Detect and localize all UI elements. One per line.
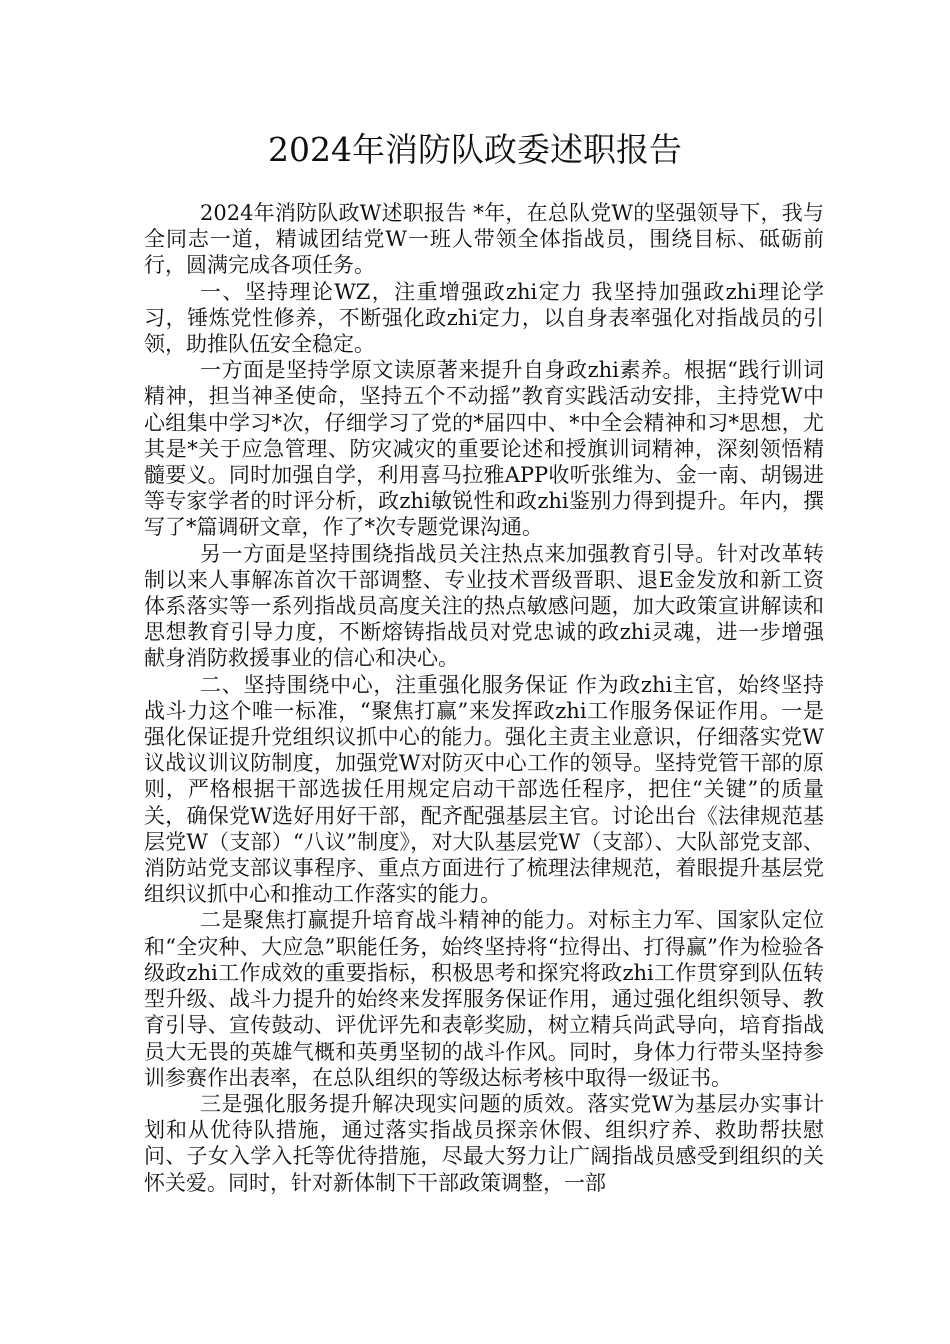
paragraph: 三是强化服务提升解决现实问题的质效。落实党W为基层办实事计划和从优待队措施，通过落实指战员探亲休假、组织疗养、救助帮扶慰问、子女入学入托等优待措施，尽最大努力让广阔指战员感受到组织的关怀关爱。同时，针对新体制下干部政策调整，一部 <box>144 1091 824 1195</box>
paragraph: 二是聚焦打赢提升培育战斗精神的能力。对标主力军、国家队定位和“全灾种、大应急”职能任务，始终坚持将“拉得出、打得赢”作为检验各级政zhi工作成效的重要指标，积极思考和探究将政zhi工作贯穿到队伍转型升级、战斗力提升的始终来发挥服务保证作用，通过强化组织领导、教育引导、宣传鼓动、评优评先和表彰奖励，树立精兵尚武导向，培育指战员大无畏的英雄气概和英勇坚韧的战斗作风。同时，身体力行带头坚持参训参赛作出表率，在总队组织的等级达标考核中取得一级证书。 <box>144 908 824 1090</box>
paragraph: 二、坚持围绕中心，注重强化服务保证 作为政zhi主官，始终坚持战斗力这个唯一标准，“聚焦打赢”来发挥政zhi工作服务保证作用。一是强化保证提升党组织议抓中心的能力。强化主责主业意识，仔细落实党W议战议训议防制度，加强党W对防灭中心工作的领导。坚持党管干部的原则，严格根据干部选拔任用规定启动干部选任程序，把住“关键”的质量关，确保党W选好用好干部，配齐配强基层主官。讨论出台《法律规范基层党W（支部）“八议”制度》，对大队基层党W（支部）、大队部党支部、消防站党支部议事程序、重点方面进行了梳理法律规范，着眼提升基层党组织议抓中心和推动工作落实的能力。 <box>144 672 824 907</box>
paragraph: 2024年消防队政W述职报告 *年，在总队党W的坚强领导下，我与全同志一道，精诚团结党W一班人带领全体指战员，围绕目标、砥砺前行，圆满完成各项任务。 <box>144 201 824 278</box>
paragraph: 一、坚持理论WZ，注重增强政zhi定力 我坚持加强政zhi理论学习，锤炼党性修养，不断强化政zhi定力，以自身表率强化对指战员的引领，助推队伍安全稳定。 <box>144 279 824 357</box>
document-title: 2024年消防队政委述职报告 <box>268 130 682 169</box>
document-body <box>144 200 824 1196</box>
paragraph: 一方面是坚持学原文读原著来提升自身政zhi素养。根据“践行训词精神，担当神圣使命，坚持五个不动摇”教育实践活动安排，主持党W中心组集中学习*次，仔细学习了党的*届四中、*中全会精神和习*思想，尤其是*关于应急管理、防灾减灾的重要论述和授旗训词精神，深刻领悟精髓要义。同时加强自学，利用喜马拉雅APP收听张维为、金一南、胡锡进等专家学者的时评分析，政zhi敏锐性和政zhi鉴别力得到提升。年内，撰写了*篇调研文章，作了*次专题党课沟通。 <box>144 358 824 540</box>
paragraph: 另一方面是坚持围绕指战员关注热点来加强教育引导。针对改革转制以来人事解冻首次干部调整、专业技术晋级晋职、退E金发放和新工资体系落实等一系列指战员高度关注的热点敏感问题，加大政策宣讲解读和思想教育引导力度，不断熔铸指战员对党忠诚的政zhi灵魂，进一步增强献身消防救援事业的信心和决心。 <box>144 541 824 671</box>
